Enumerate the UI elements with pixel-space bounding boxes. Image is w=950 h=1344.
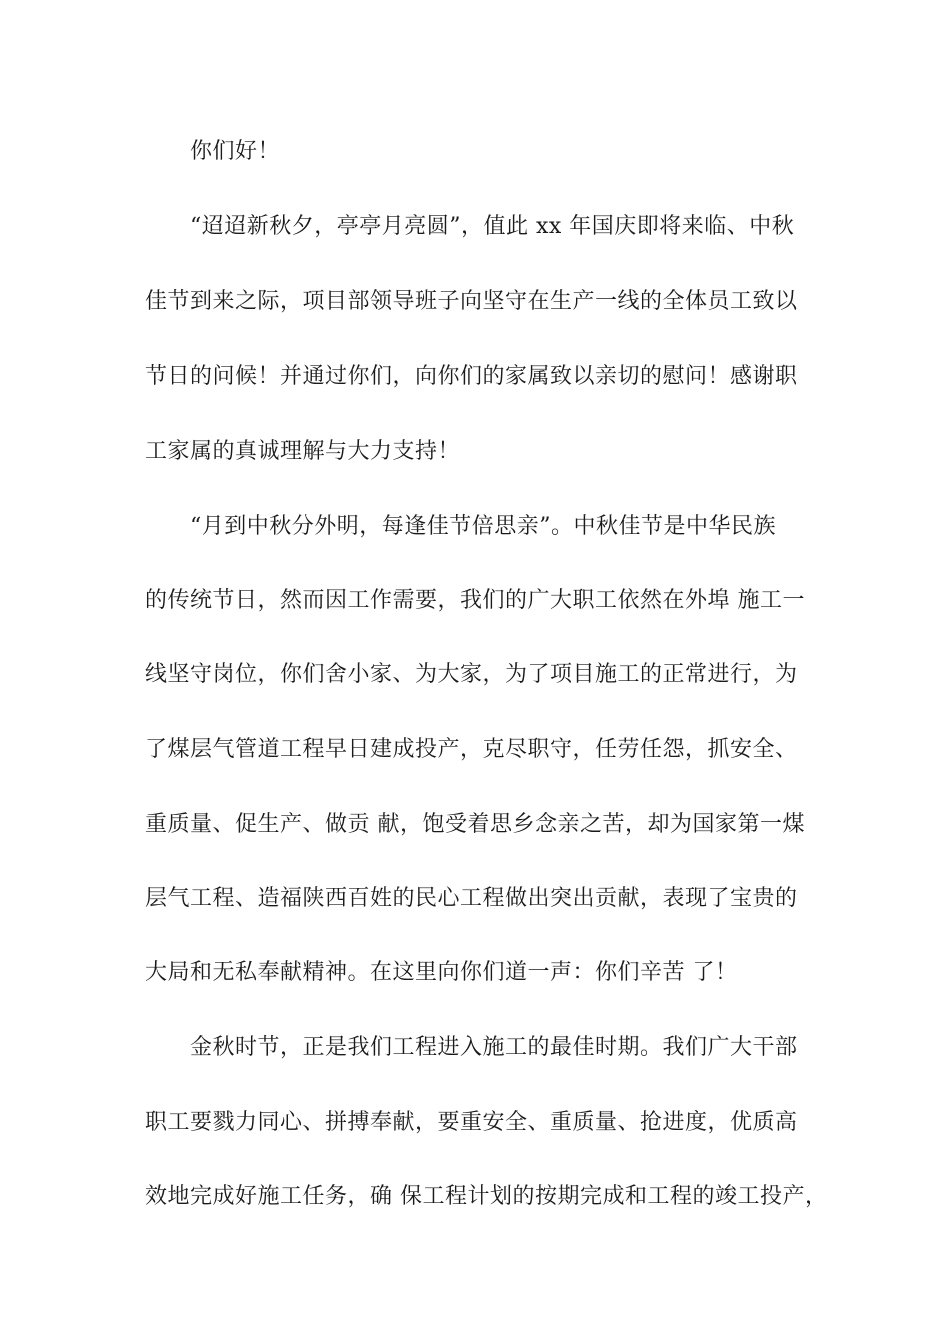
paragraph-2-line-1: “月到中秋分外明，每逢佳节倍思亲”。中秋佳节是中华民族 xyxy=(190,514,776,539)
paragraph-2-line-4: 了煤层气管道工程早日建成投产，克尽职守，任劳任怨，抓安全、 xyxy=(145,737,798,762)
paragraph-2-line-7: 大局和无私奉献精神。在这里向你们道一声：你们辛苦 了！ xyxy=(145,960,738,985)
paragraph-1-line-2: 佳节到来之际，项目部领导班子向坚守在生产一线的全体员工致以 xyxy=(145,289,798,314)
paragraph-2-line-5: 重质量、促生产、做贡 献，饱受着思乡念亲之苦，却为国家第一煤 xyxy=(145,812,805,837)
paragraph-1-line-3: 节日的问候！并通过你们，向你们的家属致以亲切的慰问！感谢职 xyxy=(145,364,798,389)
paragraph-1-line-1: “迢迢新秋夕，亭亭月亮圆”，值此 xx 年国庆即将来临、中秋 xyxy=(190,214,795,239)
greeting-line: 你们好！ xyxy=(190,139,281,164)
paragraph-2-line-3: 线坚守岗位，你们舍小家、为大家，为了项目施工的正常进行，为 xyxy=(145,662,798,687)
paragraph-3-line-2: 职工要戮力同心、拼搏奉献，要重安全、重质量、抢进度，优质高 xyxy=(145,1110,798,1135)
paragraph-1-line-4: 工家属的真诚理解与大力支持！ xyxy=(145,439,461,464)
paragraph-3-line-1: 金秋时节，正是我们工程进入施工的最佳时期。我们广大干部 xyxy=(190,1035,798,1060)
paragraph-2-line-2: 的传统节日，然而因工作需要，我们的广大职工依然在外埠 施工一 xyxy=(145,588,805,613)
paragraph-3-line-3: 效地完成好施工任务，确 保工程计划的按期完成和工程的竣工投产， xyxy=(145,1184,828,1209)
paragraph-2-line-6: 层气工程、造福陕西百姓的民心工程做出突出贡献，表现了宝贵的 xyxy=(145,886,798,911)
